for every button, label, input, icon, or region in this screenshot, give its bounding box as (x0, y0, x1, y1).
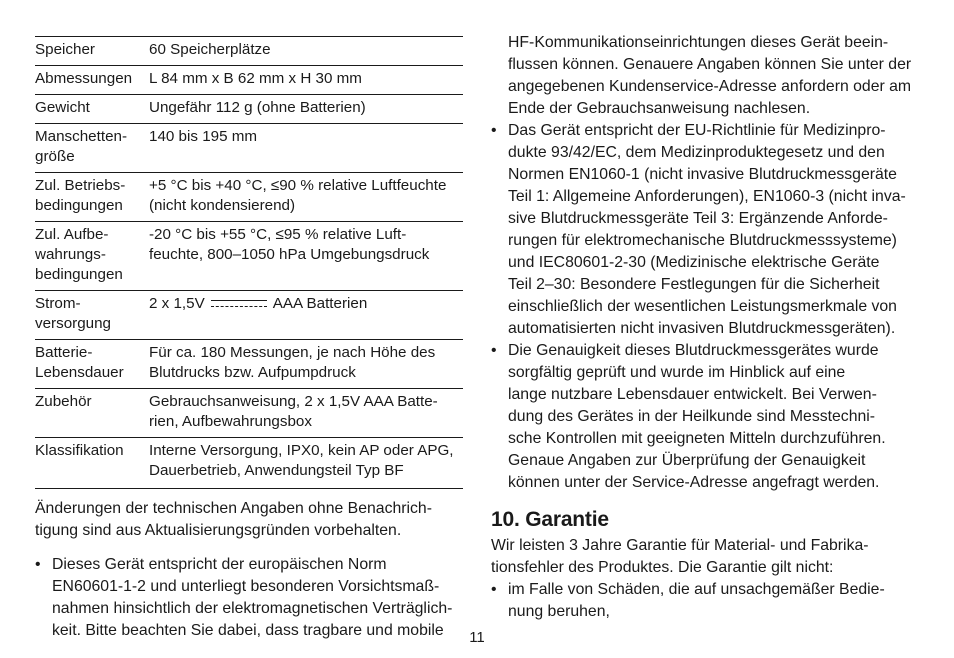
page-number: 11 (469, 629, 485, 646)
spec-key: Speicher (35, 37, 149, 66)
bullet-text: Dieses Gerät entspricht der europäischen Norm EN60601-1-2 und unterliegt besonderen Vorsichtsmaß- nahmen hinsichtlich der elektromagnetischen Verträglich- keit. Bitte beachten Sie dabei, dass tragbare und mobile (52, 556, 453, 639)
warranty-intro: Wir leisten 3 Jahre Garantie für Material- und Fabrika- tionsfehler des Produktes. Die Garantie gilt nicht: (491, 537, 869, 576)
spec-value: Interne Versorgung, IPX0, kein AP oder APG, Dauerbetrieb, Anwendungsteil Typ BF (149, 438, 463, 489)
bullet-item (491, 340, 923, 494)
spec-key: Klassifikation (35, 438, 149, 489)
spec-value: L 84 mm x B 62 mm x H 30 mm (149, 66, 463, 95)
spec-key: Batterie- Lebensdauer (35, 340, 149, 389)
spec-key: Zul. Aufbe- wahrungs- bedingungen (35, 222, 149, 291)
spec-value: +5 °C bis +40 °C, ≤90 % relative Luftfeuchte (nicht kondensierend) (149, 173, 463, 222)
battery-type-text: AAA Batterien (272, 295, 368, 312)
spec-row (35, 37, 463, 66)
bullet-icon: • (35, 556, 41, 573)
bullet-icon: • (491, 122, 497, 139)
spec-value: Für ca. 180 Messungen, je nach Höhe des Blutdrucks bzw. Aufpumpdruck (149, 340, 463, 389)
spec-key: Manschetten- größe (35, 124, 149, 173)
spec-value: 140 bis 195 mm (149, 124, 463, 173)
bullet-text: im Falle von Schäden, die auf unsachgemäßer Bedie- nung beruhen, (508, 581, 885, 620)
spec-key: Zubehör (35, 389, 149, 438)
technical-specs-table (35, 36, 463, 489)
left-column (35, 36, 463, 642)
dc-current-icon (207, 297, 271, 311)
section-heading: 10. Garantie (491, 508, 609, 531)
spec-row (35, 340, 463, 389)
spec-key: Strom- versorgung (35, 291, 149, 340)
spec-row (35, 222, 463, 291)
bullet-text: Das Gerät entspricht der EU-Richtlinie für Medizinpro- dukte 93/42/EC, dem Medizinproduktegesetz und den Normen EN1060-1 (nicht invasive Blutdruckmessgeräte Teil 1: Allgemeine Anforderungen), EN1060-3 (nicht inva- sive Blutdruckmessgeräte Teil 3: Ergänzende Anforde- rungen für elektromechanische Blutdruckmesssysteme) und IEC80601-2-30 (Medizinische elektrische Geräte Teil 2–30: Besondere Festlegungen für die Sicherheit einschließlich der wesentlichen Leistungsmerkmale von automatisierten nicht invasiven Blutdruckmessgeräten). (508, 122, 906, 337)
bullet-item (491, 120, 923, 340)
spec-row (35, 438, 463, 489)
spec-key: Gewicht (35, 95, 149, 124)
spec-key: Zul. Betriebs- bedingungen (35, 173, 149, 222)
bullet-icon: • (491, 581, 497, 598)
spec-value (149, 291, 463, 340)
voltage-text: 2 x 1,5V (149, 295, 205, 312)
spec-value: -20 °C bis +55 °C, ≤95 % relative Luft- feuchte, 800–1050 hPa Umgebungsdruck (149, 222, 463, 291)
spec-row (35, 291, 463, 340)
bullet-item (491, 579, 923, 623)
bullet-icon: • (491, 342, 497, 359)
spec-row (35, 389, 463, 438)
continued-text: HF-Kommunikationseinrichtungen dieses Gerät beein- flussen können. Genauere Angaben können Sie unter der angegebenen Kundenservice-Adresse anfordern oder am Ende der Gebrauchsanweisung nachlesen. (508, 34, 912, 117)
spec-row (35, 95, 463, 124)
spec-value: 60 Speicherplätze (149, 37, 463, 66)
change-notice: Änderungen der technischen Angaben ohne Benachrich- tigung sind aus Aktualisierungsgründen vorbehalten. (35, 500, 432, 539)
spec-value: Ungefähr 112 g (ohne Batterien) (149, 95, 463, 124)
bullet-text: Die Genauigkeit dieses Blutdruckmessgerätes wurde sorgfältig geprüft und wurde im Hinblick auf eine lange nutzbare Lebensdauer entwickelt. Bei Verwen- dung des Gerätes in der Heilkunde sind Messtechni- sche Kontrollen mit geeigneten Mitteln durchzuführen. Genaue Angaben zur Überprüfung der Genauigkeit können unter der Service-Adresse angefragt werden. (508, 342, 886, 491)
spec-key: Abmessungen (35, 66, 149, 95)
spec-row (35, 173, 463, 222)
spec-value: Gebrauchsanweisung, 2 x 1,5V AAA Batte- rien, Aufbewahrungsbox (149, 389, 463, 438)
spec-row (35, 124, 463, 173)
right-column (491, 32, 923, 623)
spec-row (35, 66, 463, 95)
